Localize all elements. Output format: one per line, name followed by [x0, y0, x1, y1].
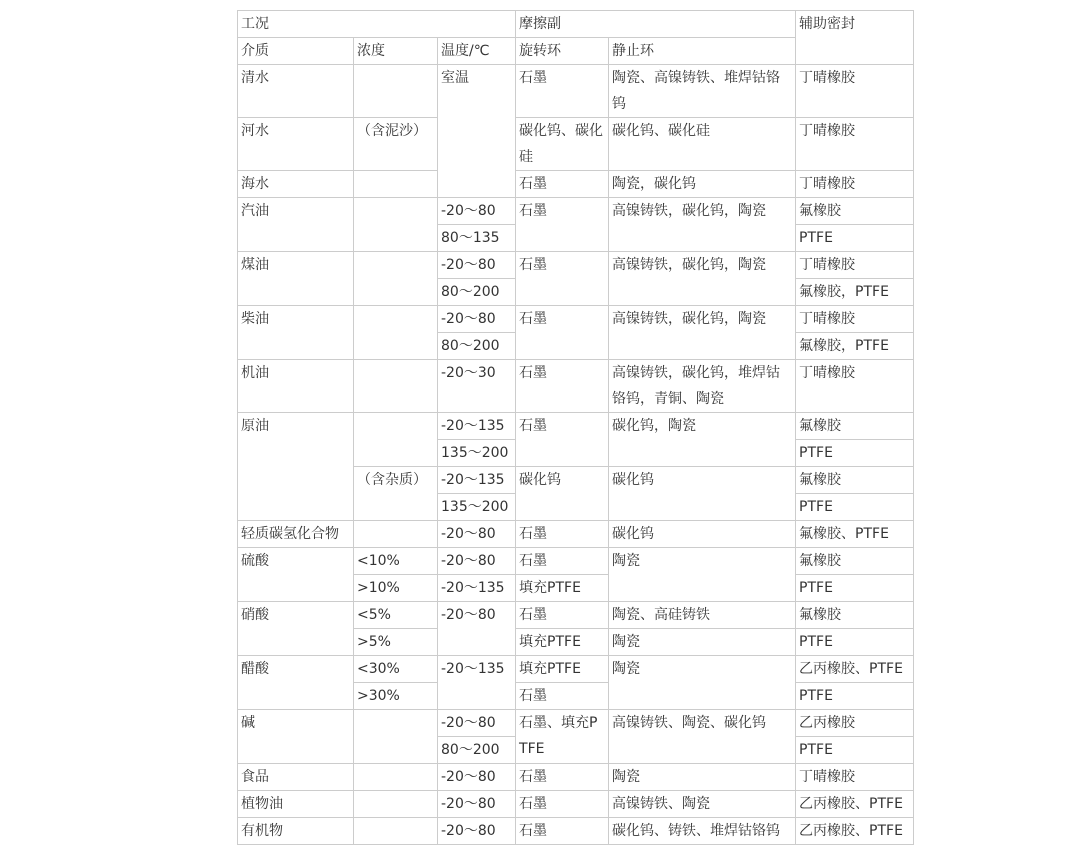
table-cell: 80～135	[438, 225, 516, 252]
table-cell: 碱	[238, 710, 354, 764]
table-cell: 食品	[238, 764, 354, 791]
table-cell: 碳化钨	[609, 467, 796, 521]
table-cell: 石墨	[516, 602, 609, 629]
table-cell: 高镍铸铁，碳化钨，堆焊钴铬钨，青铜、陶瓷	[609, 360, 796, 413]
table-cell: 石墨	[516, 198, 609, 252]
table-cell: 石墨、填充PTFE	[516, 710, 609, 764]
table-cell: 乙丙橡胶、PTFE	[796, 791, 914, 818]
table-cell: 石墨	[516, 764, 609, 791]
header-cell: 摩擦副	[516, 11, 796, 38]
table-cell: 高镍铸铁，碳化钨，陶瓷	[609, 198, 796, 252]
seal-material-table	[237, 10, 914, 845]
table-row	[238, 548, 914, 575]
table-cell: 填充PTFE	[516, 656, 609, 683]
table-cell: 填充PTFE	[516, 629, 609, 656]
table-cell: 醋酸	[238, 656, 354, 710]
table-cell: 石墨	[516, 683, 609, 710]
table-row	[238, 656, 914, 683]
table-cell: 碳化钨、碳化硅	[609, 118, 796, 171]
table-cell	[354, 413, 438, 467]
table-cell: 陶瓷	[609, 764, 796, 791]
table-cell: 陶瓷、高硅铸铁	[609, 602, 796, 629]
table-cell: 氟橡胶	[796, 467, 914, 494]
table-cell: <30%	[354, 656, 438, 683]
table-cell: （含泥沙）	[354, 118, 438, 171]
table-cell: <5%	[354, 602, 438, 629]
table-cell: 碳化钨，陶瓷	[609, 413, 796, 467]
header-cell: 浓度	[354, 38, 438, 65]
table-cell: 氟橡胶	[796, 548, 914, 575]
table-cell: 氟橡胶	[796, 602, 914, 629]
table-row	[238, 602, 914, 629]
table-cell: 氟橡胶，PTFE	[796, 333, 914, 360]
table-cell	[354, 65, 438, 118]
table-cell: -20～80	[438, 548, 516, 575]
header-cell: 静止环	[609, 38, 796, 65]
table-cell: 清水	[238, 65, 354, 118]
table-cell	[354, 710, 438, 764]
table-cell: 填充PTFE	[516, 575, 609, 602]
table-cell: 石墨	[516, 306, 609, 360]
table-row	[238, 198, 914, 225]
table-cell: 丁晴橡胶	[796, 306, 914, 333]
table-cell: -20～135	[438, 413, 516, 440]
table-row	[238, 306, 914, 333]
table-cell: 丁晴橡胶	[796, 65, 914, 118]
table-row	[238, 171, 914, 198]
table-cell: 陶瓷	[609, 548, 796, 602]
table-cell	[354, 521, 438, 548]
table-cell: 高镍铸铁，碳化钨，陶瓷	[609, 306, 796, 360]
table-body	[238, 65, 914, 845]
table-header	[238, 11, 914, 65]
table-cell: 丁晴橡胶	[796, 171, 914, 198]
table-cell	[354, 791, 438, 818]
table-cell: 氟橡胶	[796, 198, 914, 225]
table-cell: 135～200	[438, 440, 516, 467]
table-cell: PTFE	[796, 494, 914, 521]
table-cell: 80～200	[438, 333, 516, 360]
table-cell: -20～80	[438, 791, 516, 818]
table-row	[238, 710, 914, 737]
table-cell: PTFE	[796, 225, 914, 252]
table-cell: -20～80	[438, 602, 516, 656]
table-cell: <10%	[354, 548, 438, 575]
table-cell: 石墨	[516, 818, 609, 845]
table-row	[238, 252, 914, 279]
table-cell: -20～80	[438, 818, 516, 845]
table-cell: 石墨	[516, 548, 609, 575]
table-cell: 河水	[238, 118, 354, 171]
table-cell: PTFE	[796, 683, 914, 710]
table-cell	[354, 360, 438, 413]
table-row	[238, 11, 914, 38]
table-cell: 氟橡胶、PTFE	[796, 521, 914, 548]
table-cell: 石墨	[516, 171, 609, 198]
table-row	[238, 65, 914, 118]
table-cell: 原油	[238, 413, 354, 521]
table-cell: 植物油	[238, 791, 354, 818]
header-cell: 温度/℃	[438, 38, 516, 65]
table-cell	[354, 764, 438, 791]
table-cell: 丁晴橡胶	[796, 252, 914, 279]
table-wrap	[237, 10, 914, 845]
table-cell: 碳化钨、铸铁、堆焊钴铬钨	[609, 818, 796, 845]
table-cell: 石墨	[516, 360, 609, 413]
table-cell: 氟橡胶，PTFE	[796, 279, 914, 306]
table-cell: 高镍铸铁，碳化钨，陶瓷	[609, 252, 796, 306]
table-cell: 石墨	[516, 521, 609, 548]
table-cell: -20～80	[438, 252, 516, 279]
table-cell	[354, 252, 438, 306]
table-cell: -20～135	[438, 467, 516, 494]
table-cell: 丁晴橡胶	[796, 764, 914, 791]
table-row	[238, 360, 914, 413]
table-cell: -20～135	[438, 656, 516, 710]
table-cell: 海水	[238, 171, 354, 198]
table-cell: PTFE	[796, 737, 914, 764]
header-cell: 介质	[238, 38, 354, 65]
table-cell: 石墨	[516, 65, 609, 118]
header-cell: 旋转环	[516, 38, 609, 65]
table-cell: 高镍铸铁、陶瓷、碳化钨	[609, 710, 796, 764]
table-cell: PTFE	[796, 629, 914, 656]
table-cell: 乙丙橡胶、PTFE	[796, 818, 914, 845]
table-cell: 丁晴橡胶	[796, 118, 914, 171]
table-cell: 室温	[438, 65, 516, 198]
table-cell: 硝酸	[238, 602, 354, 656]
table-cell: 陶瓷，碳化钨	[609, 171, 796, 198]
table-cell: 石墨	[516, 252, 609, 306]
table-cell: 乙丙橡胶、PTFE	[796, 656, 914, 683]
table-cell: （含杂质）	[354, 467, 438, 521]
table-cell	[354, 198, 438, 252]
table-cell: 陶瓷、高镍铸铁、堆焊钴铬钨	[609, 65, 796, 118]
table-cell: 80～200	[438, 279, 516, 306]
table-cell: 135～200	[438, 494, 516, 521]
table-cell: -20～80	[438, 198, 516, 225]
table-row	[238, 118, 914, 171]
table-cell: 丁晴橡胶	[796, 360, 914, 413]
table-cell: 石墨	[516, 413, 609, 467]
table-cell: -20～80	[438, 306, 516, 333]
table-cell: PTFE	[796, 575, 914, 602]
table-cell: >10%	[354, 575, 438, 602]
table-cell	[354, 171, 438, 198]
table-row	[238, 764, 914, 791]
table-cell	[354, 818, 438, 845]
table-cell: 高镍铸铁、陶瓷	[609, 791, 796, 818]
table-cell: 氟橡胶	[796, 413, 914, 440]
table-cell: 轻质碳氢化合物	[238, 521, 354, 548]
table-row	[238, 791, 914, 818]
table-cell: 陶瓷	[609, 656, 796, 710]
header-cell: 工况	[238, 11, 516, 38]
table-cell: -20～135	[438, 575, 516, 602]
table-cell: -20～80	[438, 710, 516, 737]
table-cell: 机油	[238, 360, 354, 413]
table-cell	[354, 306, 438, 360]
table-cell: 陶瓷	[609, 629, 796, 656]
table-cell: 碳化钨	[609, 521, 796, 548]
table-cell: 有机物	[238, 818, 354, 845]
table-cell: >30%	[354, 683, 438, 710]
table-cell: 煤油	[238, 252, 354, 306]
table-cell: 碳化钨	[516, 467, 609, 521]
table-cell: 80～200	[438, 737, 516, 764]
table-cell: 石墨	[516, 791, 609, 818]
header-cell: 辅助密封	[796, 11, 914, 65]
table-cell: >5%	[354, 629, 438, 656]
table-cell: -20～80	[438, 521, 516, 548]
table-cell: 柴油	[238, 306, 354, 360]
table-cell: -20～80	[438, 764, 516, 791]
table-cell: 碳化钨、碳化硅	[516, 118, 609, 171]
table-cell: 硫酸	[238, 548, 354, 602]
table-cell: PTFE	[796, 440, 914, 467]
table-row	[238, 413, 914, 440]
table-cell: 汽油	[238, 198, 354, 252]
table-cell: -20～30	[438, 360, 516, 413]
table-cell: 乙丙橡胶	[796, 710, 914, 737]
table-row	[238, 521, 914, 548]
table-row	[238, 818, 914, 845]
